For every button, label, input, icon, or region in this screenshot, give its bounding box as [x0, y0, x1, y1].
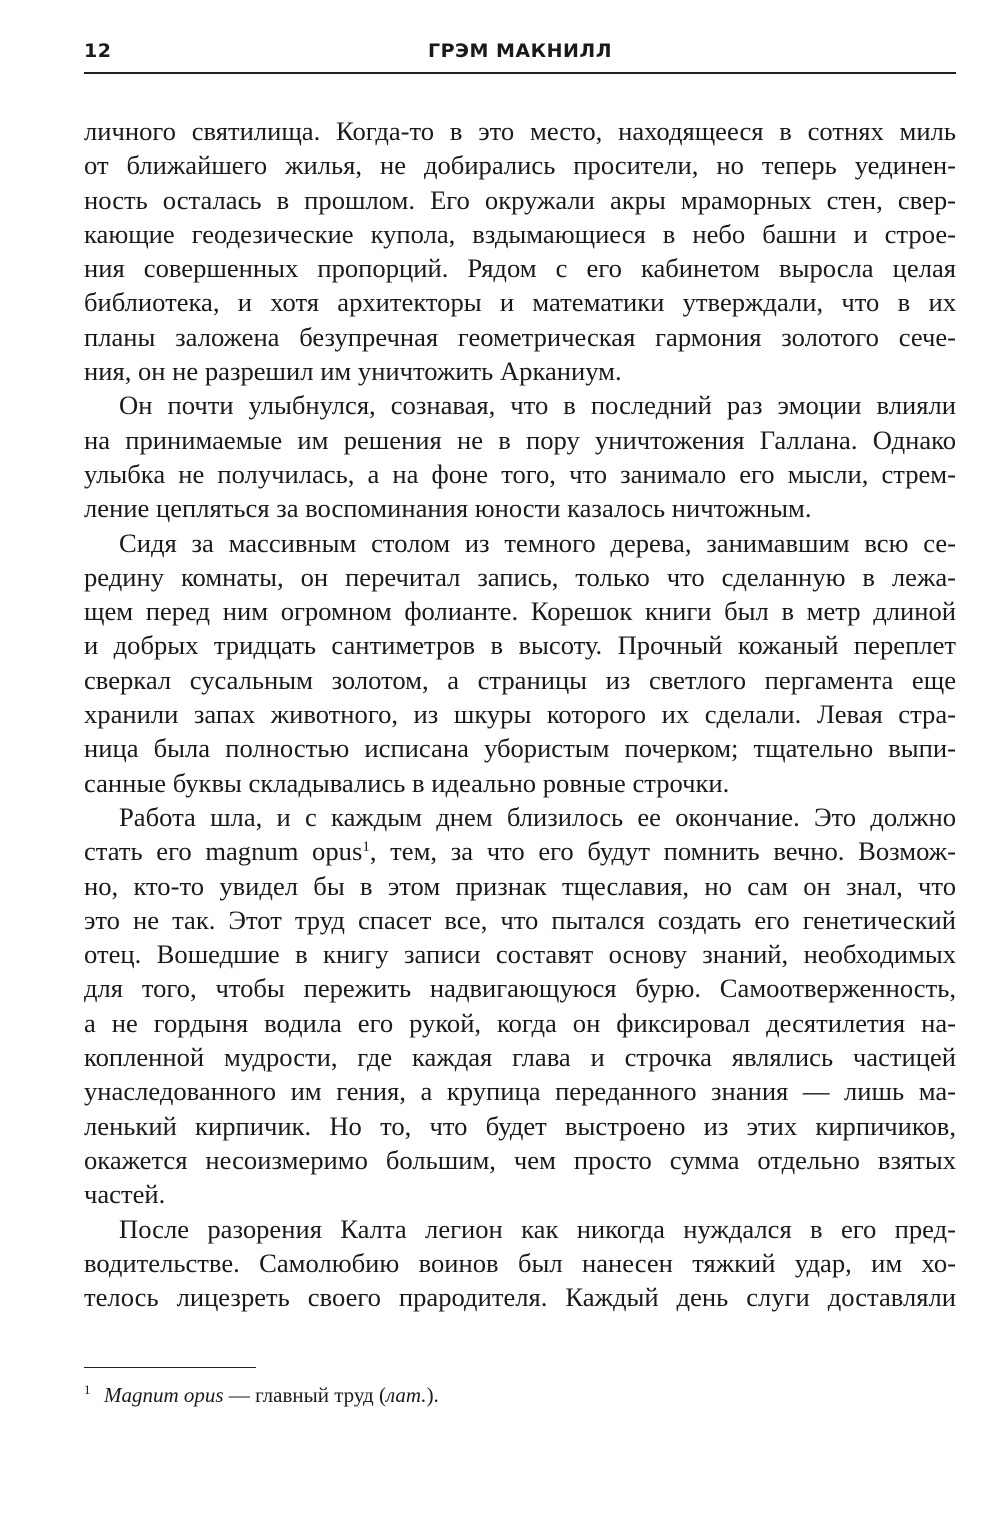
- running-head: ГРЭМ МАКНИЛЛ: [427, 40, 612, 62]
- page-header: [84, 38, 956, 68]
- text-line: унаследованного им гения, а крупица переданного знания — лишь ма-: [84, 1076, 956, 1107]
- text-line: отец. Вошедшие в книгу записи составят основу знаний, необходимых: [84, 939, 956, 970]
- footnote-rule: [84, 1367, 256, 1368]
- text-line: улыбка не получилась, а на фоне того, что занимало его мысли, стрем-: [84, 458, 956, 489]
- footnote-language: лат.: [385, 1383, 427, 1407]
- text-line: для того, чтобы пережить надвигающуюся бурю. Самоотверженность,: [84, 973, 956, 1004]
- text-line: Сидя за массивным столом из темного дерева, занимавшим всю се-: [119, 527, 956, 558]
- text-segment: , тем, за что его будут помнить вечно. Возмож-: [369, 836, 956, 867]
- text-line: После разорения Калта легион как никогда нуждался в его пред-: [119, 1213, 956, 1244]
- text-line: частей.: [84, 1179, 166, 1210]
- text-line: санные буквы складывались в идеально ровные строчки.: [84, 767, 730, 798]
- text-line: копленной мудрости, где каждая глава и строчка являлись частицей: [84, 1042, 956, 1073]
- text-line: личного святилища. Когда-то в это место, находящееся в сотнях миль: [84, 116, 956, 146]
- text-line: ление цепляться за воспоминания юности казалось ничтожным.: [84, 493, 812, 524]
- text-line: водительстве. Самолюбию воинов был нанесен тяжкий удар, им хо-: [84, 1247, 956, 1278]
- text-line: кающие геодезические купола, вздымающиеся в небо башни и строе-: [84, 218, 956, 249]
- footnote-reference: 1: [362, 839, 370, 856]
- text-line: ница была полностью исписана убористым почерком; тщательно выпи-: [84, 733, 956, 764]
- footnote-marker: 1: [84, 1382, 91, 1397]
- text-line: это не так. Этот труд спасет все, что пытался создать его генетический: [84, 904, 956, 935]
- text-line: щем перед ним огромном фолианте. Корешок книги был в метр длиной: [84, 596, 956, 627]
- text-line: от ближайшего жилья, не добирались просители, но теперь уединен-: [84, 150, 956, 181]
- text-line: ность осталась в прошлом. Его окружали акры мраморных стен, свер-: [84, 184, 956, 215]
- text-line: окажется несоизмеримо большим, чем просто сумма отдельно взятых: [84, 1144, 956, 1175]
- text-line: редину комнаты, он перечитал запись, только что сделанную в лежа-: [84, 561, 956, 592]
- text-line: телось лицезреть своего прародителя. Каждый день слуги доставляли: [84, 1282, 956, 1313]
- body-text: [84, 114, 956, 1314]
- text-line: библиотека, и хотя архитекторы и математики утверждали, что в их: [84, 287, 956, 318]
- text-line: а не гордыня водила его рукой, когда он фиксировал десятилетия на-: [84, 1007, 956, 1038]
- header-rule: [84, 72, 956, 74]
- text-line: и добрых тридцать сантиметров в высоту. Прочный кожаный переплет: [84, 630, 956, 661]
- footnote: [84, 1381, 439, 1409]
- text-line: хранили запах животного, из шкуры которого их сделали. Левая стра-: [84, 699, 956, 730]
- page-number: 12: [84, 40, 112, 62]
- text-line: на принимаемые им решения не в пору уничтожения Галлана. Однако: [84, 424, 956, 455]
- text-line: Работа шла, и с каждым днем близилось ее окончание. Это должно: [119, 801, 956, 832]
- footnote-closing: ).: [426, 1383, 439, 1407]
- text-line: ленький кирпичик. Но то, что будет выстроено из этих кирпичиков,: [84, 1110, 956, 1141]
- text-line: сверкал сусальным золотом, а страницы из светлого пергамента еще: [84, 664, 956, 695]
- footnote-term: Magnum opus: [104, 1383, 224, 1407]
- text-line: Он почти улыбнулся, сознавая, что в последний раз эмоции влияли: [119, 390, 956, 421]
- footnote-definition: — главный труд (: [223, 1383, 386, 1407]
- text-line: планы заложена безупречная геометрическая гармония золотого сече-: [84, 321, 956, 352]
- text-line: [84, 834, 956, 868]
- text-line: но, кто-то увидел бы в этом признак тщеславия, но сам он знал, что: [84, 870, 956, 901]
- text-segment: стать его magnum opus: [84, 836, 363, 867]
- text-line: ния совершенных пропорций. Рядом с его кабинетом выросла целая: [84, 253, 956, 284]
- text-line: ния, он не разрешил им уничтожить Арканиум.: [84, 356, 622, 387]
